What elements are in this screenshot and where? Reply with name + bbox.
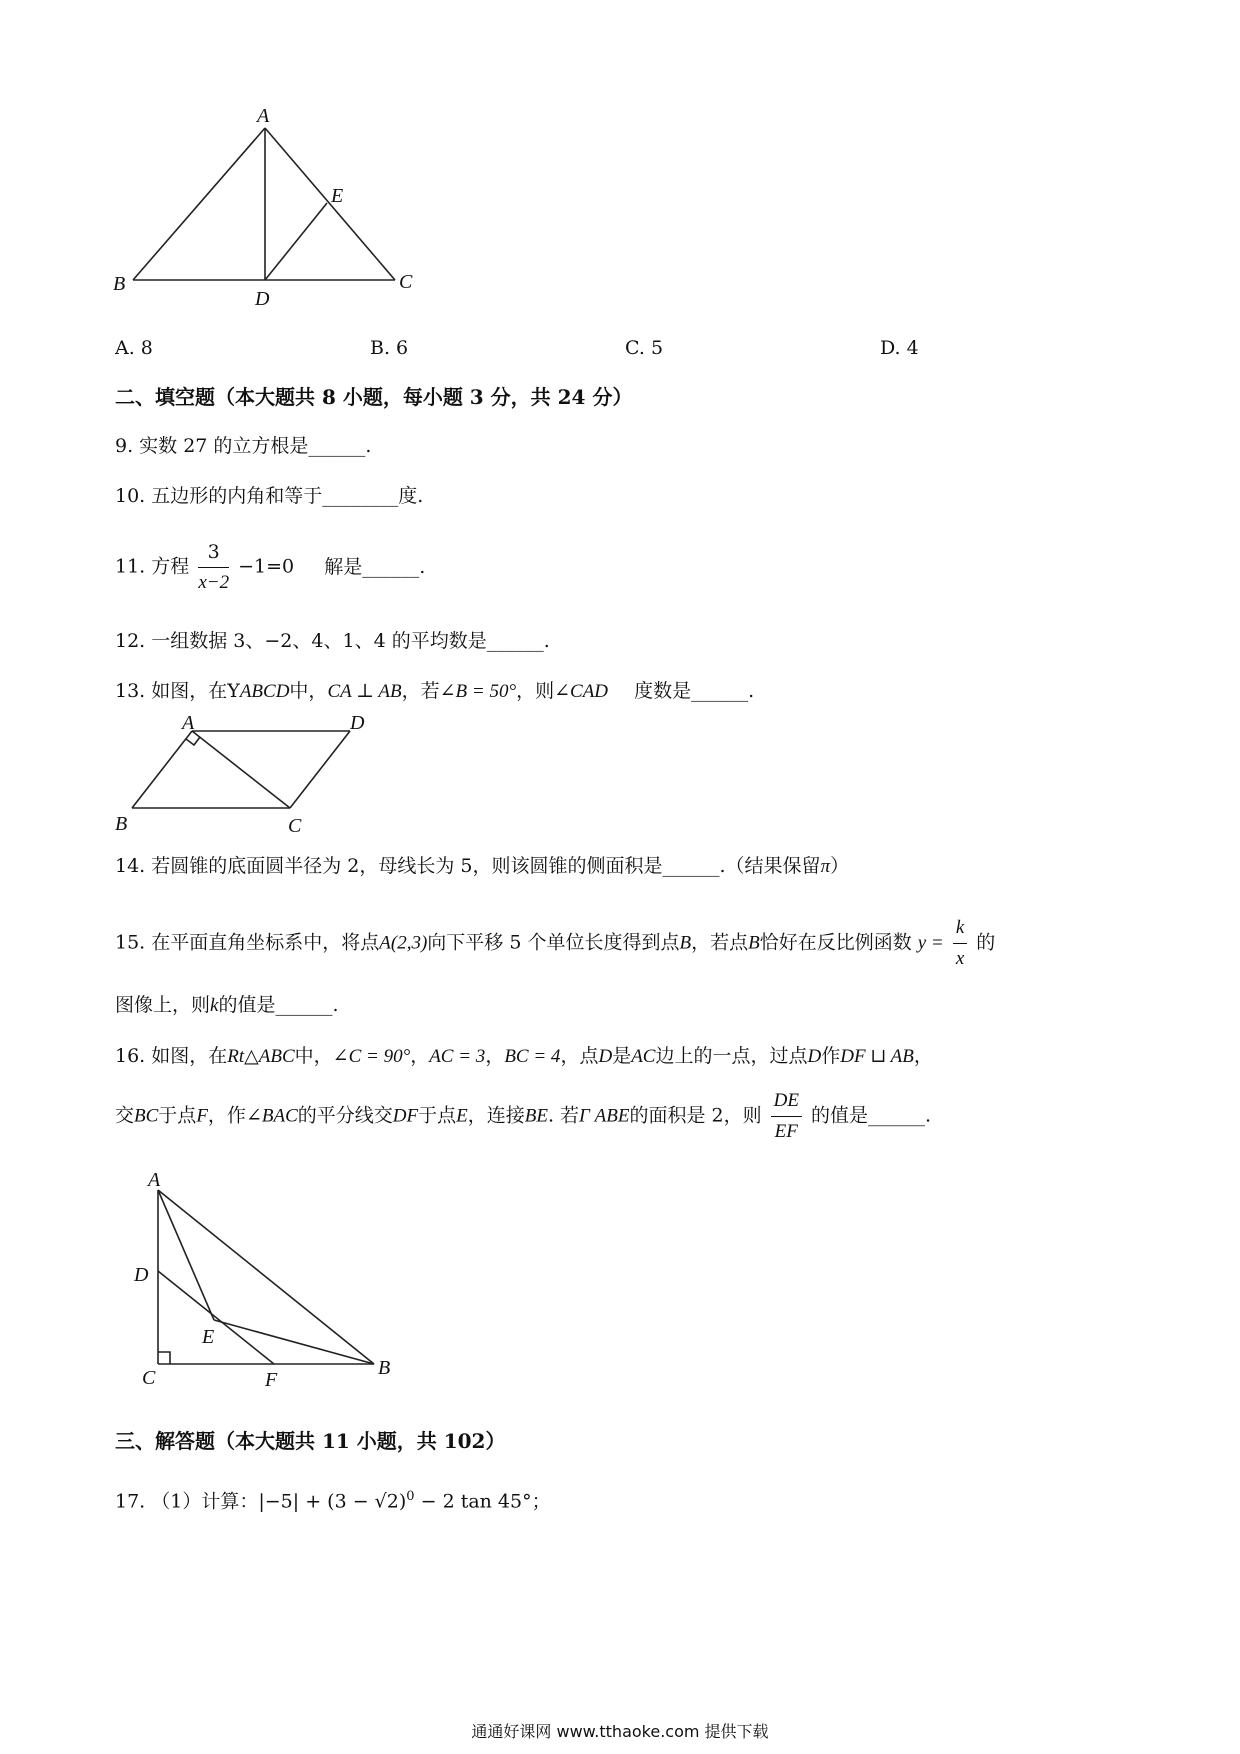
label-c: C — [399, 271, 413, 293]
question-10: 10. 五边形的内角和等于________度. — [115, 485, 424, 507]
label-a: A — [148, 1169, 161, 1191]
choice-a: A. 8 — [115, 337, 153, 359]
question-12: 12. 一组数据 3、−2、4、1、4 的平均数是______. — [115, 630, 550, 652]
choice-c: C. 5 — [625, 337, 664, 359]
label-a: A — [257, 105, 270, 127]
fraction-3-over-x-minus-2: $\frac{3}{x-2}$ — [198, 537, 229, 598]
label-c: C — [288, 815, 302, 837]
choice-b: B. 6 — [370, 337, 409, 359]
footer-source: 通通好课网 www.tthaoke.com 提供下载 — [471, 1722, 769, 1741]
question-15-line-1: 15. 在平面直角坐标系中，将点A(2,3)向下平移 5 个单位长度得到点B，若点B恰好在反比例函数 y = $\frac{k}{x}$ 的 — [115, 913, 995, 974]
question-9: 9. 实数 27 的立方根是______. — [115, 435, 372, 457]
question-11: 11. 方程 $\frac{3}{x-2}$ −1=0 解是______. — [115, 537, 425, 598]
question-13: 13. 如图，在YABCD中，CA ⊥ AB，若∠B = 50°，则∠CAD 度数是______. — [115, 680, 755, 702]
label-a: A — [182, 713, 195, 734]
question-17: 17. （1）计算：$|-5| + (3 - √2)^0 - 2$ tan 45°； — [115, 1489, 551, 1513]
fraction-de-over-ef: $\frac{DE}{EF}$ — [771, 1086, 802, 1147]
label-d: D — [350, 713, 365, 734]
label-e: E — [331, 185, 344, 207]
label-f: F — [265, 1369, 278, 1388]
question-15-line-2: 图像上，则k的值是______. — [115, 994, 339, 1016]
label-d: D — [255, 288, 270, 310]
label-b: B — [113, 273, 126, 295]
fraction-k-over-x: $\frac{k}{x}$ — [953, 913, 967, 974]
label-d: D — [134, 1264, 149, 1286]
section-2-title: 二、填空题（本大题共 8 小题，每小题 3 分，共 24 分） — [115, 385, 633, 409]
figure-triangle-abc-ade — [105, 100, 425, 310]
choice-d: D. 4 — [880, 337, 919, 359]
label-b: B — [115, 813, 128, 835]
section-3-title: 三、解答题（本大题共 11 小题，共 102） — [115, 1429, 506, 1453]
label-b: B — [378, 1357, 391, 1379]
label-c: C — [142, 1367, 156, 1388]
question-16-line-2: 交BC于点F，作∠BAC的平分线交DF于点E，连接BE. 若Γ ABE的面积是 2，则 $\frac{DE}{EF}$ 的值是______. — [115, 1086, 931, 1147]
figure-right-triangle-abc-def — [120, 1168, 410, 1388]
label-e: E — [202, 1326, 215, 1348]
question-14: 14. 若圆锥的底面圆半径为 2，母线长为 5，则该圆锥的侧面积是______.（结果保留π） — [115, 855, 850, 877]
figure-parallelogram-abcd — [110, 713, 380, 843]
question-16-line-1: 16. 如图，在Rt△ABC中，∠C = 90°，AC = 3，BC = 4，点D是AC边上的一点，过点D作DF ⊔ AB， — [115, 1045, 933, 1067]
